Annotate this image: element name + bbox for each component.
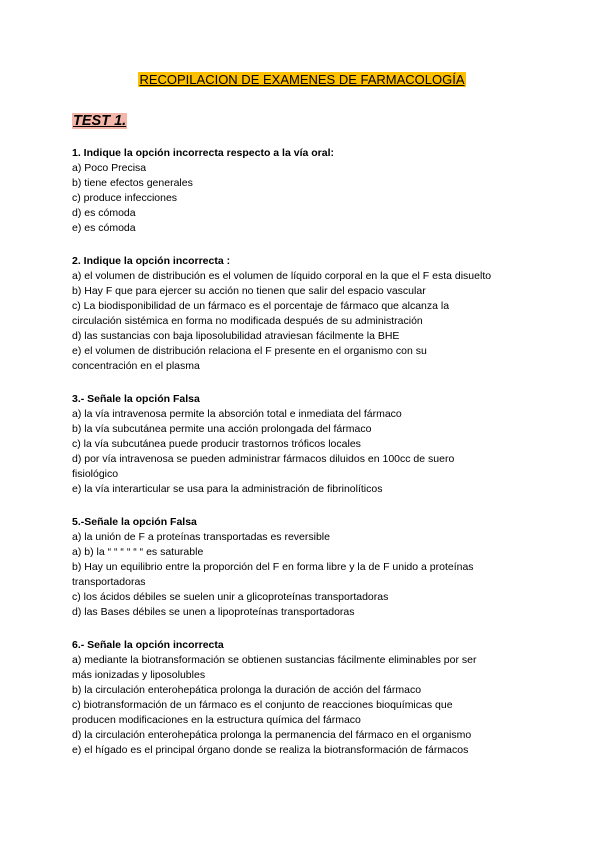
option-line: a) la unión de F a proteínas transportadas es reversible [72,531,330,543]
option-line: e) el hígado es el principal órgano donde se realiza la biotransformación de fármacos [72,744,469,756]
option-line: b) tiene efectos generales [72,177,193,189]
question-block [72,254,532,374]
question-title: 6.- Señale la opción incorrecta [72,639,224,651]
question-block [72,638,532,758]
option-line: a) Poco Precisa [72,162,147,174]
option-line: c) biotransformación de un fármaco es el conjunto de reacciones bioquímicas que [72,699,453,711]
option-line: a) mediante la biotransformación se obtienen sustancias fácilmente eliminables por ser [72,654,477,666]
option-line: c) produce infecciones [72,192,178,204]
option-line: b) Hay un equilibrio entre la proporción del F en forma libre y la de F unido a proteínas [72,561,474,573]
option-line: c) la vía subcutánea puede producir trastornos tróficos locales [72,438,361,450]
option-line: fisiológico [72,468,119,480]
option-line: transportadoras [72,576,146,588]
option-line: c) los ácidos débiles se suelen unir a glicoproteínas transportadoras [72,591,389,603]
option-line: a) b) la “ “ “ “ “ “ es saturable [72,546,204,558]
question-title: 1. Indique la opción incorrecta respecto a la vía oral: [72,147,334,159]
question-block [72,515,532,620]
option-line: d) la circulación enterohepática prolonga la permanencia del fármaco en el organismo [72,729,472,741]
option-line: e) la vía interarticular se usa para la administración de fibrinolíticos [72,483,383,495]
question-title: 5.-Señale la opción Falsa [72,516,197,528]
option-list [72,530,532,620]
option-line: producen modificaciones en la estructura química del fármaco [72,714,361,726]
option-line: e) el volumen de distribución relaciona el F presente en el organismo con su [72,345,427,357]
question-title: 3.- Señale la opción Falsa [72,393,200,405]
option-line: circulación sistémica en forma no modificada después de su administración [72,315,423,327]
question-block [72,392,532,497]
document-title-block [72,72,532,88]
test-heading: TEST 1. [73,113,127,129]
option-line: a) la vía intravenosa permite la absorción total e inmediata del fármaco [72,408,402,420]
option-list [72,653,532,758]
option-line: a) el volumen de distribución es el volumen de líquido corporal en la que el F esta disuelto [72,270,492,282]
option-line: b) la vía subcutánea permite una acción prolongada del fármaco [72,423,372,435]
option-line: b) Hay F que para ejercer su acción no tienen que salir del espacio vascular [72,285,426,297]
document-title: RECOPILACION DE EXAMENES DE FARMACOLOGÍA [139,72,465,87]
question-list [72,146,532,758]
option-line: concentración en el plasma [72,360,200,372]
question-block [72,146,532,236]
option-list [72,407,532,497]
option-line: d) por vía intravenosa se pueden administrar fármacos diluidos en 100cc de suero [72,453,455,465]
option-line: más ionizadas y liposolubles [72,669,206,681]
option-line: d) las sustancias con baja liposolubilidad atraviesan fácilmente la BHE [72,330,400,342]
option-line: d) las Bases débiles se unen a lipoproteínas transportadoras [72,606,355,618]
question-title: 2. Indique la opción incorrecta : [72,255,231,267]
option-line: b) la circulación enterohepática prolonga la duración de acción del fármaco [72,684,422,696]
option-list [72,161,532,236]
option-line: d) es cómoda [72,207,136,219]
option-line: e) es cómoda [72,222,136,234]
option-line: c) La biodisponibilidad de un fármaco es el porcentaje de fármaco que alcanza la [72,300,450,312]
option-list [72,269,532,374]
document-page [72,72,532,758]
test-heading-block [72,112,532,130]
